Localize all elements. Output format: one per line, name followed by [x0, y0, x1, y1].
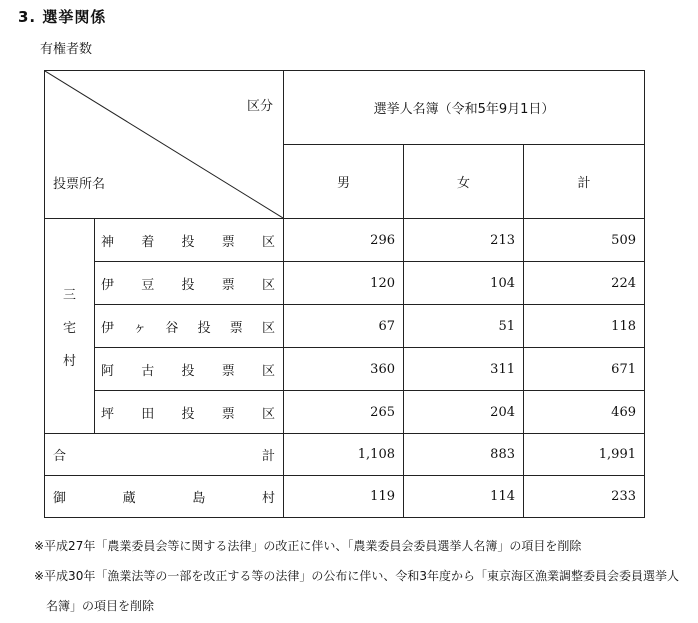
mikura-female: 114: [404, 476, 524, 518]
mikura-row: [45, 476, 645, 518]
header-total: 計: [524, 145, 645, 219]
table-row: [45, 219, 645, 262]
cell-female: 311: [404, 348, 524, 391]
section-title: 3. 選挙関係: [18, 8, 107, 26]
cell-female: 204: [404, 391, 524, 434]
diagonal-divider: [45, 71, 283, 218]
district-name: 伊 豆 投 票 区: [95, 262, 284, 305]
header-male: 男: [284, 145, 404, 219]
table-row: [45, 348, 645, 391]
cell-male: 67: [284, 305, 404, 348]
voters-table: [44, 70, 645, 518]
corner-label-polling-station: 投票所名: [53, 177, 106, 192]
footnote-2-continued: 名簿」の項目を削除: [46, 599, 155, 613]
district-name: 坪 田 投 票 区: [95, 391, 284, 434]
header-female: 女: [404, 145, 524, 219]
footnote-1: ※平成27年「農業委員会等に関する法律」の改正に伴い、「農業委員会委員選挙人名簿」の項目を削除: [34, 539, 582, 553]
header-voter-registry: 選挙人名簿（令和5年9月1日）: [284, 71, 645, 145]
total-female: 883: [404, 434, 524, 476]
cell-female: 51: [404, 305, 524, 348]
village-label-miyake: 三 宅 村: [45, 219, 95, 434]
corner-label-category: 区分: [246, 99, 273, 114]
cell-total: 224: [524, 262, 645, 305]
table-corner-header: [45, 71, 284, 219]
cell-total: 509: [524, 219, 645, 262]
cell-female: 213: [404, 219, 524, 262]
mikura-label: 御 蔵 島 村: [45, 476, 284, 518]
cell-male: 120: [284, 262, 404, 305]
district-name: 阿 古 投 票 区: [95, 348, 284, 391]
table-subtitle: 有権者数: [40, 42, 93, 57]
mikura-total: 233: [524, 476, 645, 518]
total-all: 1,991: [524, 434, 645, 476]
cell-male: 360: [284, 348, 404, 391]
cell-total: 671: [524, 348, 645, 391]
cell-male: 296: [284, 219, 404, 262]
table-row: [45, 391, 645, 434]
cell-male: 265: [284, 391, 404, 434]
cell-total: 469: [524, 391, 645, 434]
table-row: [45, 305, 645, 348]
total-row: [45, 434, 645, 476]
cell-female: 104: [404, 262, 524, 305]
total-male: 1,108: [284, 434, 404, 476]
mikura-male: 119: [284, 476, 404, 518]
table-row: [45, 262, 645, 305]
total-label: 合 計: [45, 434, 284, 476]
district-name: 神 着 投 票 区: [95, 219, 284, 262]
district-name: 伊 ヶ 谷 投 票 区: [95, 305, 284, 348]
footnote-2: ※平成30年「漁業法等の一部を改正する等の法律」の公布に伴い、令和3年度から「東京海区漁業調整委員会委員選挙人: [34, 569, 679, 583]
cell-total: 118: [524, 305, 645, 348]
